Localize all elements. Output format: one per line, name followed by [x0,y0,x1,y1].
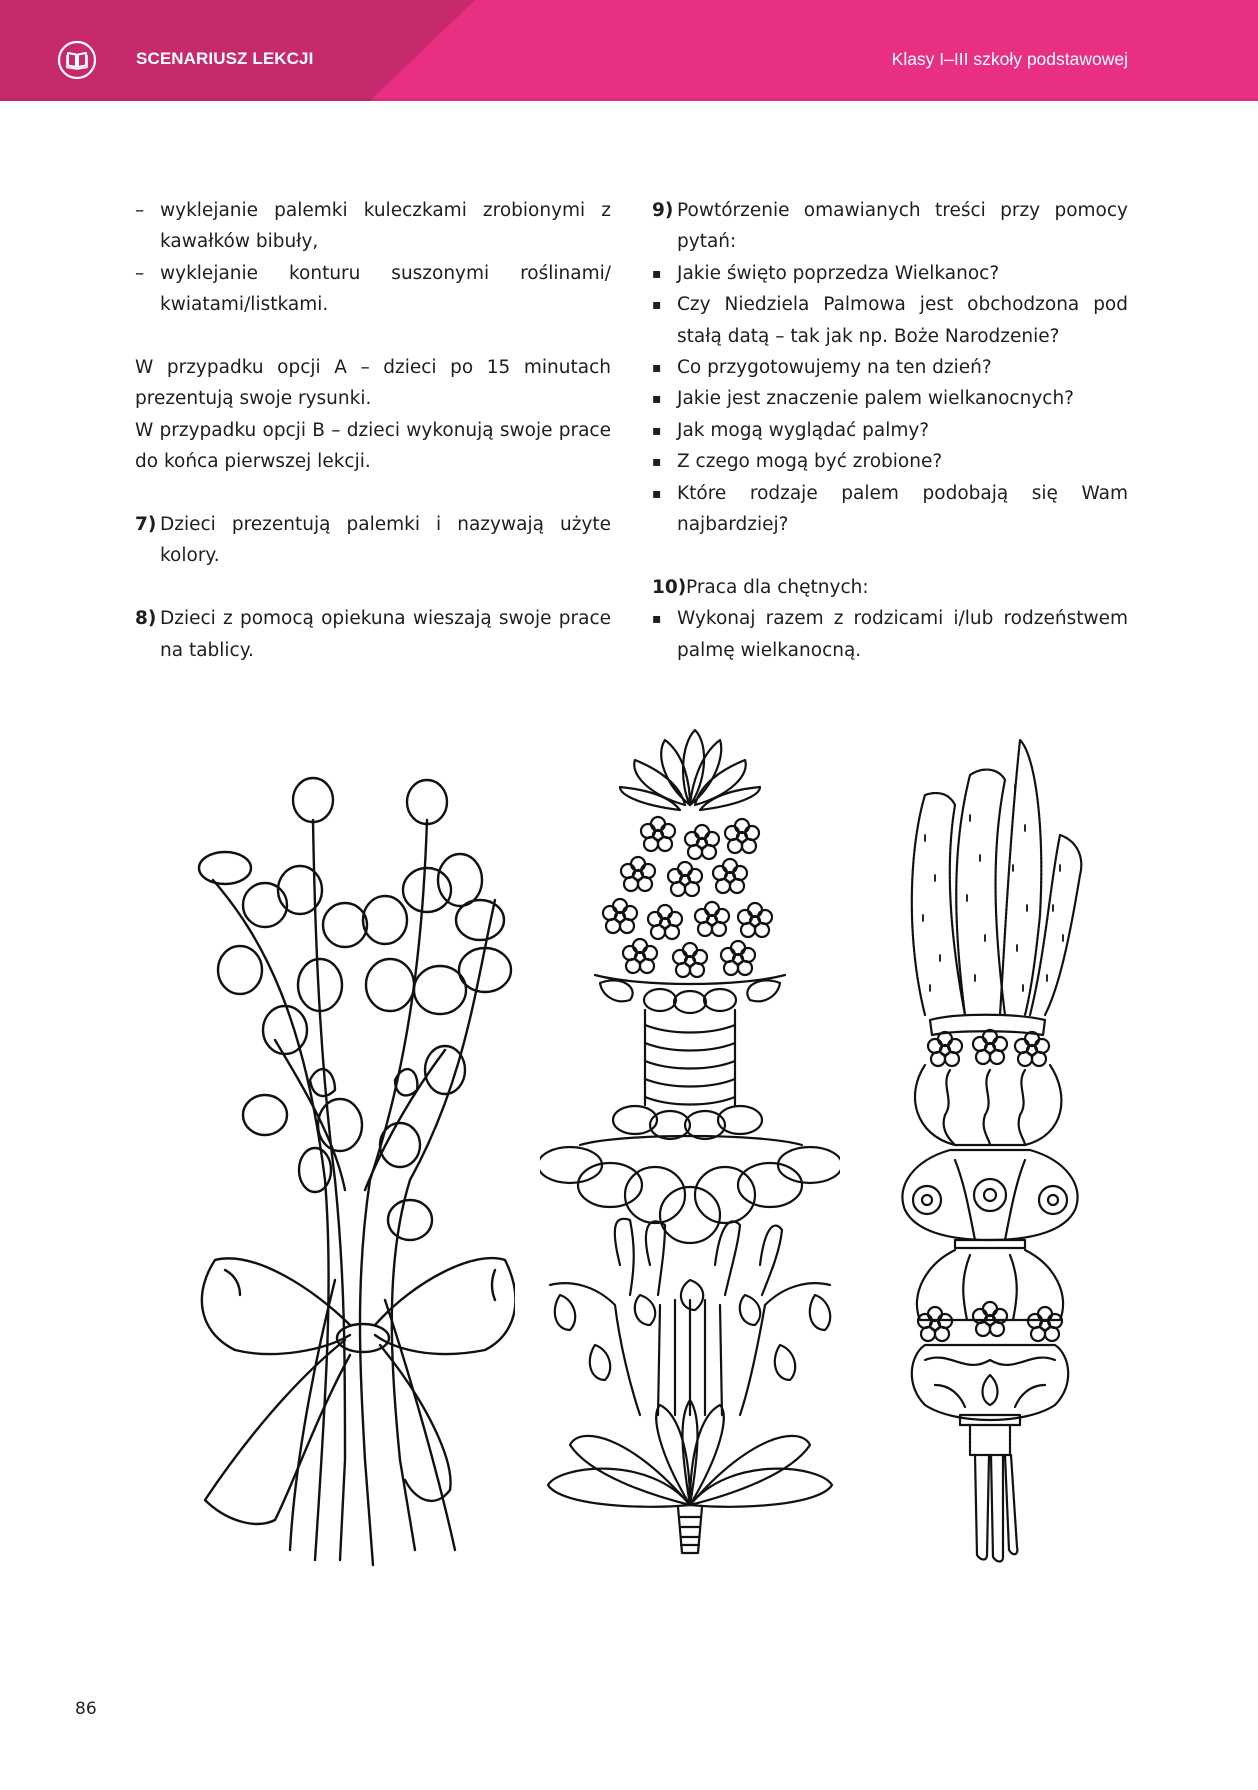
catkin-buds [199,778,511,1240]
question-item [652,258,1128,289]
bullet-mark: ▪ [652,265,662,282]
task-text: Wykonaj razem z rodzicami i/lub rodzeństwem palmę wielkanocną. [677,608,1128,661]
header-subtitle: Klasy I–III szkoły podstawowej [891,49,1128,69]
illustrations [0,700,1258,1600]
question-text: Z czego mogą być zrobione? [677,451,943,473]
bottom-ornament [912,1345,1068,1425]
step-10 [652,572,1128,603]
open-book-icon [57,40,97,80]
petal-ring [540,1106,840,1243]
rosette-flowers-top [928,1030,1049,1066]
page-header [0,0,1258,101]
step-7 [135,509,611,572]
question-text: Które rodzaje palem podobają się Wam najbardziej? [677,482,1128,536]
flower-easter-palm-illustration [540,725,840,1555]
step-number: 7) [135,514,157,536]
middle-bulb [902,1150,1077,1248]
paragraph-option-a: W przypadku opcji A – dzieci po 15 minutach prezentują swoje rysunki. [135,357,611,410]
step-number: 9) [652,200,674,221]
willow-catkin-bouquet-illustration [195,760,515,1580]
question-item [652,383,1128,414]
question-item [652,352,1128,383]
step-text: Dzieci z pomocą opiekuna wieszają swoje prace na tablicy. [160,608,611,661]
ribbed-band [645,1010,735,1105]
step-number: 10) [652,576,687,598]
header-underline [0,98,1258,101]
top-leaves [620,730,760,810]
bullet-mark: ▪ [652,454,662,471]
dash-item-text: wyklejanie konturu suszonymi roślinami/ kwiatami/listkami. [160,262,611,316]
question-text: Jakie święto poprzedza Wielkanoc? [677,262,1000,284]
snowdrops [550,1219,830,1415]
dash-mark: – [135,200,145,221]
dash-item [135,195,611,258]
question-text: Jak mogą wyglądać palmy? [677,419,930,441]
bullet-mark: ▪ [652,422,662,439]
question-text: Czy Niedziela Palmowa jest obchodzona pod stałą datą – tak jak np. Boże Narodzenie? [677,294,1128,347]
wrapped-handle [970,1425,1010,1455]
lower-bulb [917,1250,1063,1341]
right-column [652,195,1128,666]
question-item [652,478,1128,541]
dried-grass-easter-palm-illustration [895,735,1085,1575]
step-text: Dzieci prezentują palemki i nazywają użyte kolory. [160,514,611,567]
question-item [652,415,1128,446]
paragraph-option-b: W przypadku opcji B – dzieci wykonują swoje prace do końca pierwszej lekcji. [135,419,611,473]
question-item [652,446,1128,477]
feathery-grasses [912,740,1081,1015]
step-8 [135,603,611,666]
step-text: Powtórzenie omawianych treści przy pomocy pytań: [677,200,1128,253]
small-flowers [603,817,772,977]
question-text: Co przygotowujemy na ten dzień? [677,357,992,379]
dash-mark: – [135,262,145,284]
bullet-mark: ▪ [652,611,662,628]
question-text: Jakie jest znaczenie palem wielkanocnych? [677,388,1074,410]
step-number: 8) [135,608,157,630]
ribbon-bow [202,1258,515,1524]
bullet-mark: ▪ [652,485,662,502]
dash-item [135,258,611,321]
bullet-mark: ▪ [652,391,662,408]
bullet-mark: ▪ [652,297,662,314]
bullet-mark: ▪ [652,360,662,377]
question-item [652,289,1128,352]
step-9 [652,195,1128,258]
dash-item-text: wyklejanie palemki kuleczkami zrobionymi z kawałków bibuły, [160,200,611,253]
header-title: SCENARIUSZ LEKCJI [136,49,314,68]
left-column [135,195,611,666]
page-number: 86 [75,1699,97,1719]
task-item [652,603,1128,666]
step-text: Praca dla chętnych: [686,576,869,598]
